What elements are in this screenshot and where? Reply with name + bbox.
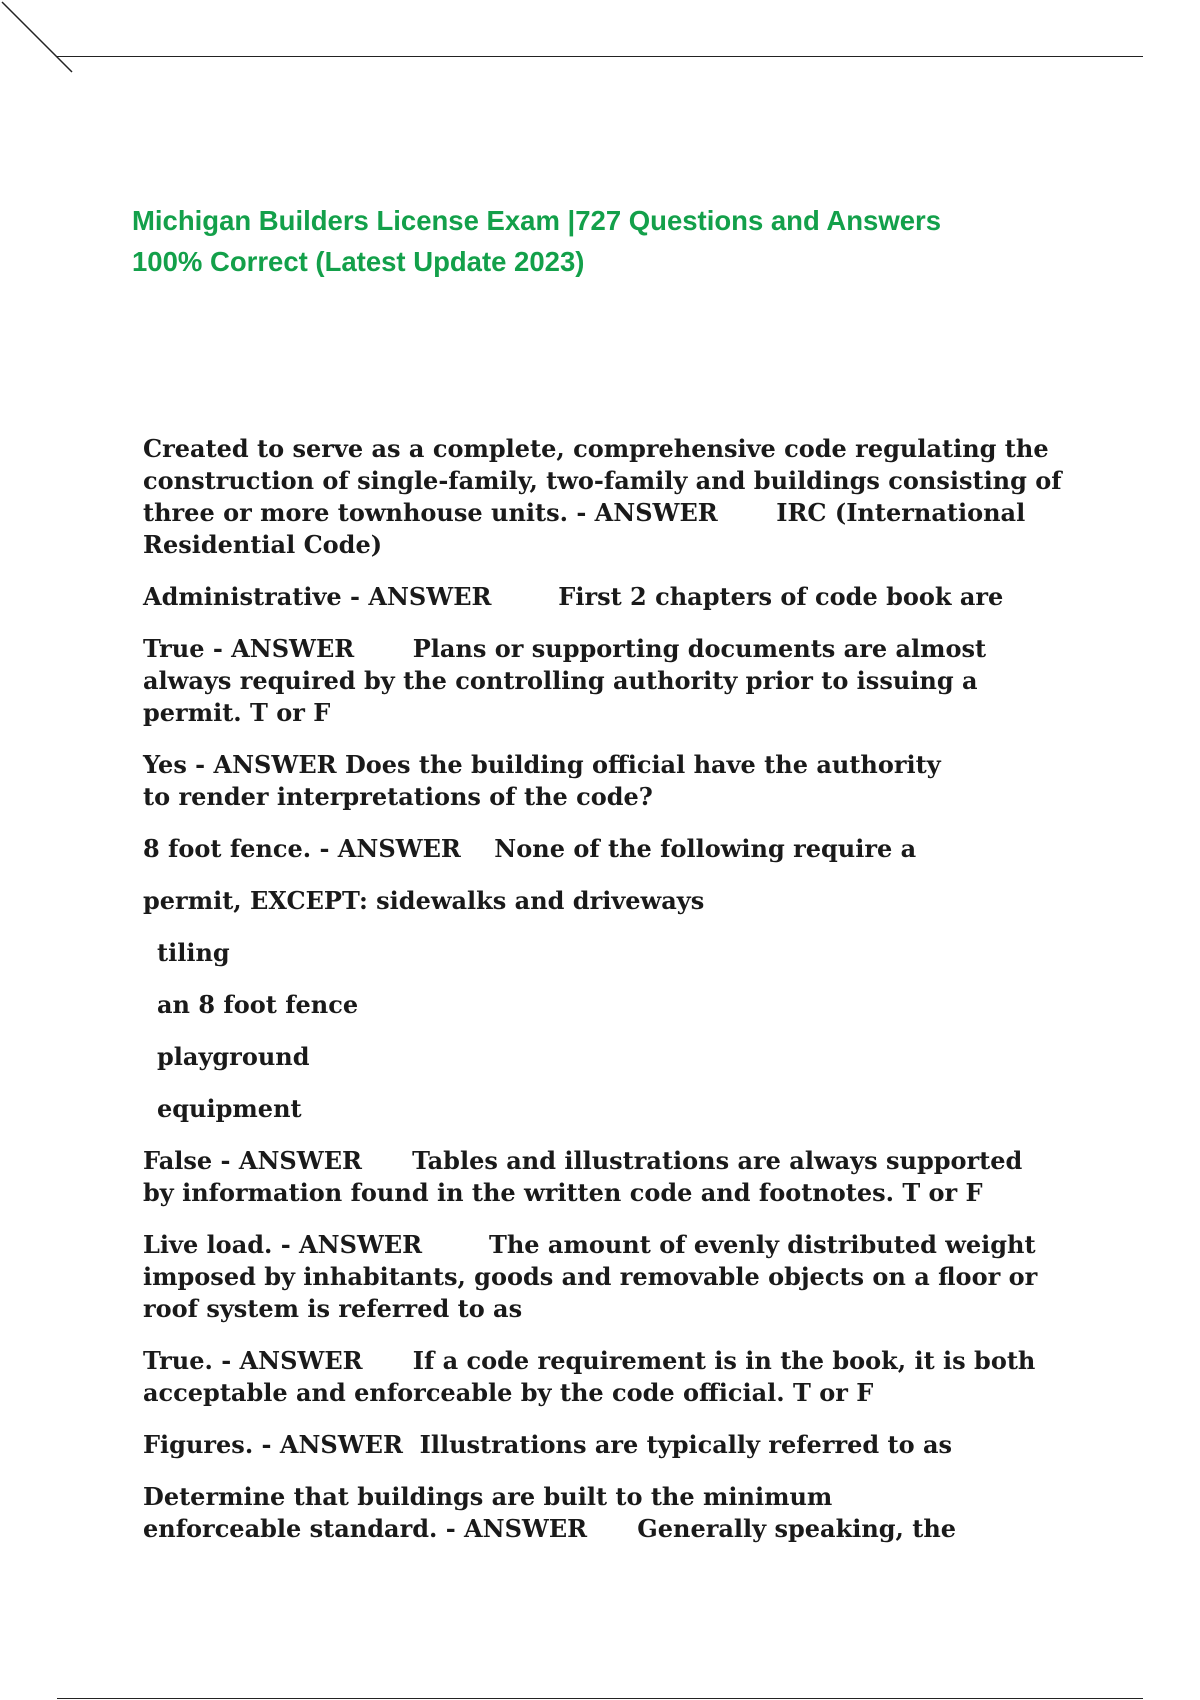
qa-line: Figures. - ANSWER Illustrations are typically referred to as: [143, 1430, 953, 1459]
qa-entry: [143, 1481, 1103, 1545]
qa-entry: [143, 1229, 1103, 1325]
qa-line: True. - ANSWER If a code requirement is in the book, it is both: [143, 1346, 1036, 1375]
qa-entry: [143, 433, 1103, 561]
qa-entry: [143, 633, 1103, 729]
qa-option: [143, 937, 1103, 969]
qa-line: permit, EXCEPT: sidewalks and driveways: [143, 886, 705, 915]
qa-line: Created to serve as a complete, comprehensive code regulating the: [143, 434, 1049, 463]
qa-line: Determine that buildings are built to the minimum: [143, 1482, 833, 1511]
qa-line: Administrative - ANSWER First 2 chapters of code book are: [143, 582, 1004, 611]
qa-line: Yes - ANSWER Does the building official have the authority: [143, 750, 941, 779]
corner-fold-mark: [0, 0, 80, 80]
document-title: [132, 200, 1132, 282]
qa-line: True - ANSWER Plans or supporting documents are almost: [143, 634, 987, 663]
qa-entry: [143, 749, 1103, 813]
qa-line: roof system is referred to as: [143, 1294, 523, 1323]
qa-line: construction of single-family, two-family and buildings consisting of: [143, 466, 1062, 495]
qa-line: Live load. - ANSWER The amount of evenly distributed weight: [143, 1230, 1036, 1259]
qa-line: always required by the controlling authority prior to issuing a: [143, 666, 978, 695]
qa-line: permit. T or F: [143, 698, 331, 727]
qa-line: three or more townhouse units. - ANSWER IRC (International: [143, 498, 1026, 527]
qa-entry: [143, 1429, 1103, 1461]
qa-line: acceptable and enforceable by the code official. T or F: [143, 1378, 874, 1407]
document-title-line-2: 100% Correct (Latest Update 2023): [132, 246, 585, 277]
qa-line: an 8 foot fence: [157, 990, 359, 1019]
qa-line: equipment: [157, 1094, 302, 1123]
qa-line: by information found in the written code and footnotes. T or F: [143, 1178, 983, 1207]
qa-entry: [143, 1145, 1103, 1209]
header-rule: [57, 56, 1143, 57]
qa-line: imposed by inhabitants, goods and removable objects on a floor or: [143, 1262, 1038, 1291]
qa-option: [143, 1041, 1103, 1073]
qa-entry: [143, 833, 1103, 865]
qa-line: 8 foot fence. - ANSWER None of the following require a: [143, 834, 917, 863]
qa-line: Residential Code): [143, 530, 383, 559]
qa-option: [143, 989, 1103, 1021]
qa-option: [143, 1093, 1103, 1125]
qa-line: tiling: [157, 938, 230, 967]
qa-entry: [143, 1345, 1103, 1409]
qa-line: to render interpretations of the code?: [143, 782, 653, 811]
qa-line: enforceable standard. - ANSWER Generally speaking, the: [143, 1514, 957, 1543]
qa-entry: [143, 581, 1103, 613]
qa-line: False - ANSWER Tables and illustrations are always supported: [143, 1146, 1023, 1175]
qa-line: playground: [157, 1042, 310, 1071]
document-title-line-1: Michigan Builders License Exam |727 Questions and Answers: [132, 205, 942, 236]
question-answer-list: [143, 433, 1103, 1545]
footer-rule: [57, 1698, 1143, 1699]
qa-entry: [143, 885, 1103, 917]
